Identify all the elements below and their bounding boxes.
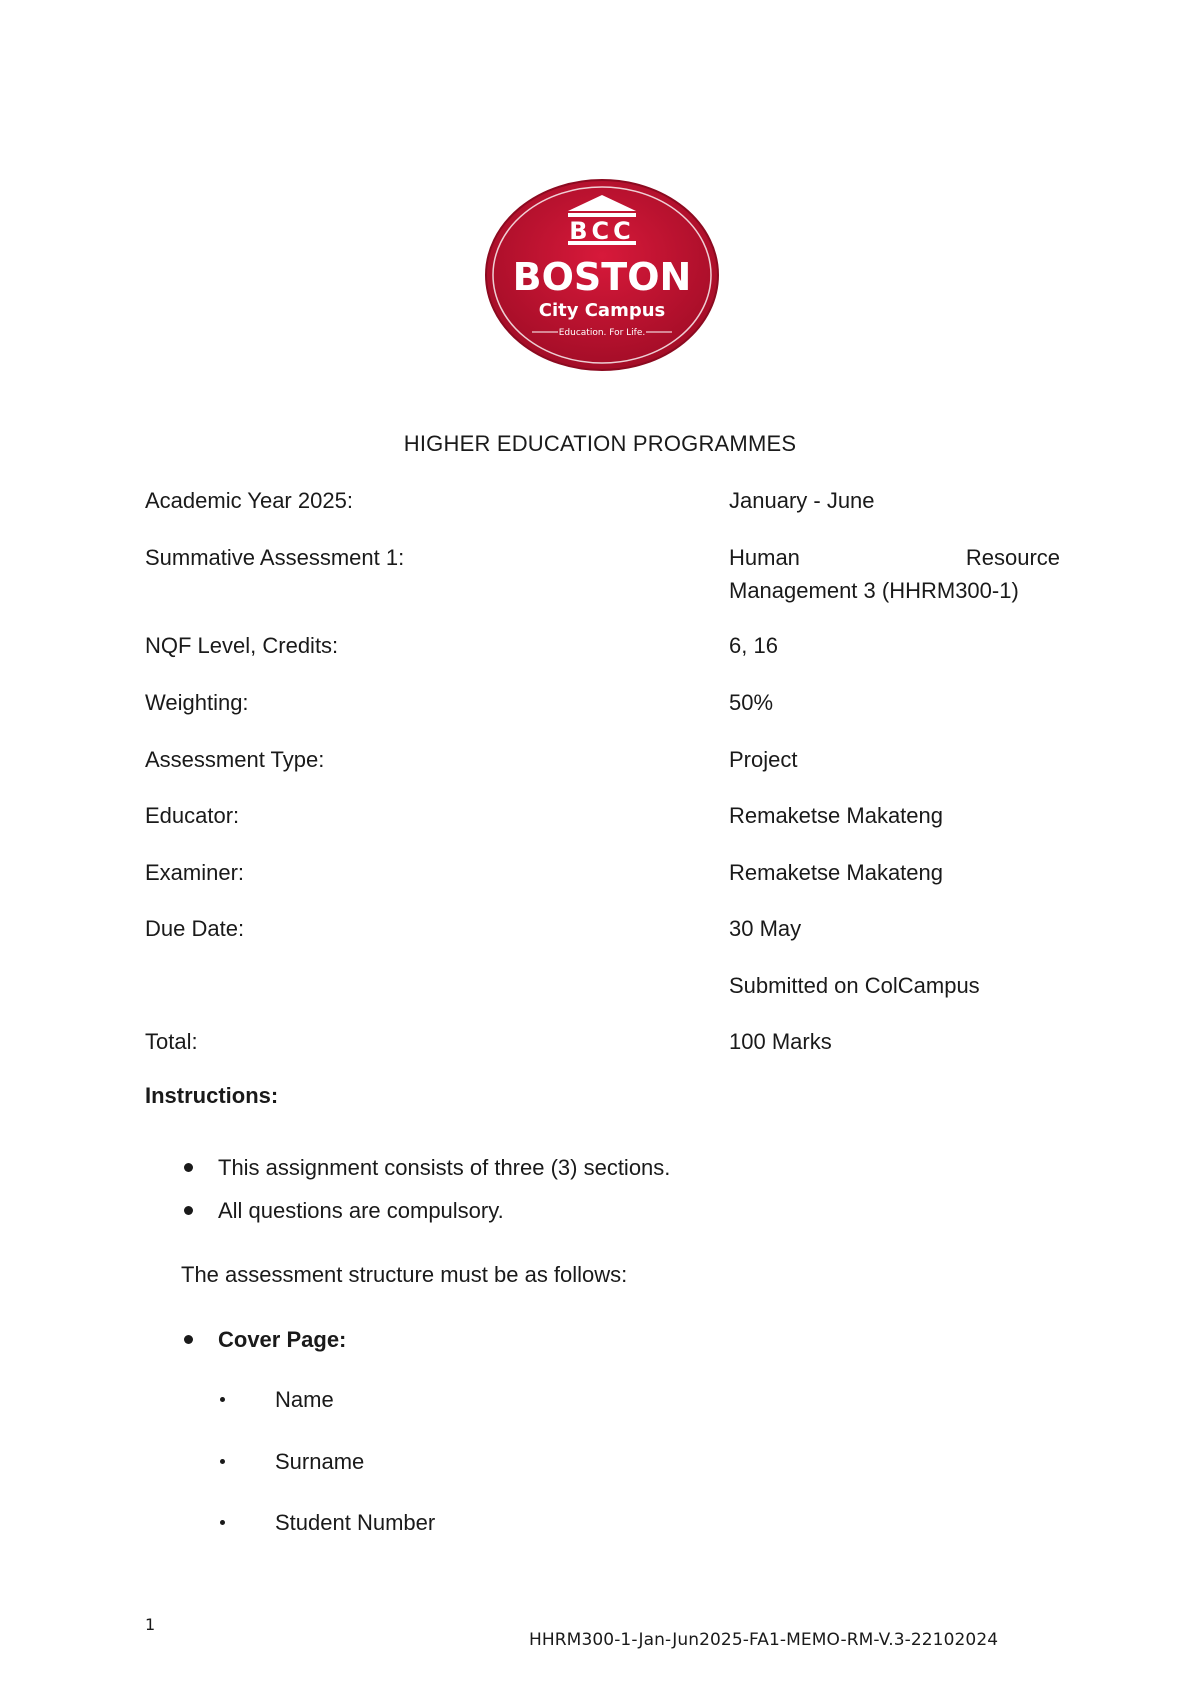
due-date-value: 30 May [729, 916, 802, 941]
nqf-label: NQF Level, Credits: [145, 633, 339, 658]
cover-item-name: Name [275, 1387, 334, 1412]
page-number: 1 [145, 1615, 156, 1634]
sub-bullet-dot [220, 1520, 225, 1525]
examiner-label: Examiner: [145, 860, 245, 885]
bullet-dot [184, 1335, 193, 1344]
boston-city-campus-logo [484, 177, 720, 373]
logo-initials: BCC [569, 217, 635, 245]
bullet-dot [184, 1163, 193, 1172]
sub-bullet-dot [220, 1459, 225, 1464]
educator-value: Remaketse Makateng [729, 803, 943, 828]
document-code: HHRM300-1-Jan-Jun2025-FA1-MEMO-RM-V.3-22102024 [529, 1630, 999, 1650]
structure-intro: The assessment structure must be as follows: [181, 1262, 628, 1287]
logo-name: BOSTON [512, 255, 692, 299]
cover-page-label: Cover Page: [218, 1327, 347, 1352]
programme-heading: HIGHER EDUCATION PROGRAMMES [403, 431, 797, 456]
instructions-title: Instructions: [145, 1083, 279, 1108]
summative-value-word2: Resource [965, 545, 1060, 570]
weighting-value: 50% [729, 690, 774, 715]
nqf-value: 6, 16 [729, 633, 778, 658]
summative-assessment-value [729, 541, 1060, 607]
bullet-dot [184, 1206, 193, 1215]
summative-assessment-label: Summative Assessment 1: [145, 545, 405, 570]
due-date-label: Due Date: [145, 916, 245, 941]
total-value: 100 Marks [729, 1029, 832, 1054]
sub-bullet-dot [220, 1397, 225, 1402]
educator-label: Educator: [145, 803, 240, 828]
logo-subtitle: City Campus [538, 300, 666, 321]
summative-value-word1: Human [729, 545, 800, 570]
cover-item-surname: Surname [275, 1449, 365, 1474]
summative-value-line2: Management 3 (HHRM300-1) [729, 578, 1019, 603]
assessment-type-label: Assessment Type: [145, 747, 325, 772]
instruction-item: This assignment consists of three (3) sections. [218, 1155, 671, 1180]
total-label: Total: [145, 1029, 198, 1054]
submission-note: Submitted on ColCampus [729, 973, 980, 998]
examiner-value: Remaketse Makateng [729, 860, 943, 885]
logo-tagline: Education. For Life. [558, 328, 646, 338]
cover-item-student-number: Student Number [275, 1510, 436, 1535]
academic-year-label: Academic Year 2025: [145, 488, 353, 513]
academic-year-value: January - June [729, 488, 875, 513]
assessment-type-value: Project [729, 747, 798, 772]
weighting-label: Weighting: [145, 690, 249, 715]
instruction-item: All questions are compulsory. [218, 1198, 504, 1223]
